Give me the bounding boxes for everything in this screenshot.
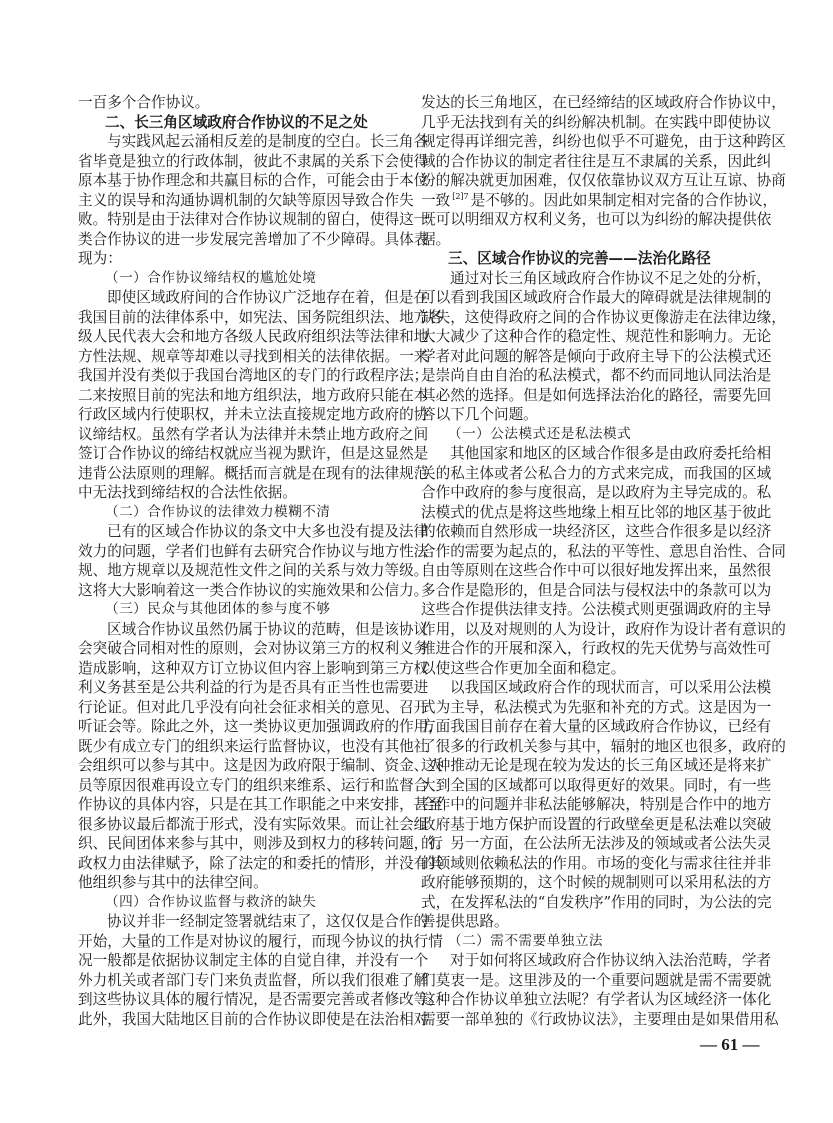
text-line: 员等原因很难再设立专门的组织来维系、运行和监督合 (78, 776, 429, 794)
text-line: 规、地方规章以及规范性文件之间的关系与效力等级。 (78, 562, 429, 579)
paragraph (421, 93, 786, 249)
text-line: 式为主导，私法模式为先驱和补充的方式。这是因为一 (421, 698, 772, 716)
text-line: 方性法规、规章等却难以寻找到相关的法律依据。一来 (78, 347, 429, 365)
text-line: （二）需不需要单独立法 (448, 932, 604, 949)
text-line: 协议并非一经制定签署就结束了，这仅仅是合作的 (107, 913, 429, 930)
text-line: 自由等原则在这些合作中可以很好地发挥出来，虽然很 (421, 562, 772, 579)
paragraph (78, 620, 443, 893)
paragraph (421, 444, 786, 678)
text-line: 与实践风起云涌相反差的是制度的空白。长三角各 (107, 133, 429, 150)
text-line: 政权力由法律赋予，除了法定的和委托的情形，并没有其 (78, 854, 443, 872)
text-line: 听证会等。除此之外，这一类协议更加强调政府的作用， (78, 718, 443, 735)
text-line: 推进合作的开展和深入，行政权的先天优势与高效性可 (421, 640, 772, 657)
text-line: 中无法找到缔结权的合法性依据。 (78, 484, 297, 501)
text-line: 政府能够预期的，这个时候的规制则可以采用私法的方 (421, 874, 772, 891)
text-line: 大到全国的区域都可以取得更好的效果。同时，有一些 (421, 776, 772, 794)
text-line: 已有的区域合作协议的条文中大多也没有提及法律 (107, 523, 429, 540)
text-line: 大大减少了这种合作的稳定性、规范性和影响力。无论 (421, 328, 772, 345)
text-line: 开始，大量的工作是对协议的履行，而现今协议的执行情 (78, 932, 443, 950)
text-line: 据。 (421, 230, 451, 248)
text-line: （三）民众与其他团体的参与度不够 (105, 601, 331, 617)
text-line: 关的私主体或者公私合力的方式来完成，而我国的区域 (421, 464, 772, 482)
paragraph (78, 132, 429, 269)
text-line: 学者对此问题的解答是倾向于政府主导下的公法模式还 (421, 347, 772, 365)
text-line: 作协议的具体内容，只是在其工作职能之中来安排，甚至 (78, 796, 443, 813)
text-line: 其他国家和地区的区域合作很多是由政府委托给相 (450, 445, 772, 462)
text-line: 规定得再详细完善，纠纷也似乎不可避免，由于这种跨区 (421, 133, 786, 150)
text-line: （一）公法模式还是私法模式 (448, 425, 632, 442)
text-line: （一）合作协议缔结权的尴尬处境 (105, 269, 317, 286)
text-line: 议缔结权。虽然有学者认为法律并未禁止地方政府之间 (78, 425, 429, 443)
text-line: 效力的问题，学者们也鲜有去研究合作协议与地方性法 (78, 542, 429, 560)
text-line: 违背公法原则的理解。概括而言就是在现有的法律规范 (78, 464, 429, 482)
text-line: 善提供思路。 (421, 913, 509, 930)
text-line: 法模式的优点是将这些地缘上相互比邻的地区基于彼此 (421, 503, 772, 521)
text-line: 可以看到我国区域政府合作最大的障碍就是法律规制的 (421, 289, 772, 306)
subsection-heading (78, 893, 411, 913)
text-line: 了很多的行政机关参与其中，辐射的地区也很多，政府的 (421, 737, 786, 755)
text-line: 式，在发挥私法的“自发秩序”作用的同时，为公法的完 (421, 893, 772, 911)
subsection-heading (421, 932, 756, 952)
text-fragment: 一致 (421, 191, 451, 209)
text-line: 政府基于地方保护而设置的行政壁垒更是私法难以突破 (421, 815, 772, 833)
text-line: 原本基于协作理念和共赢目标的合作，可能会由于本位 (78, 172, 429, 189)
section-heading (421, 249, 756, 269)
text-line: 既少有成立专门的组织来运行监督协议，也没有其他社 (78, 737, 429, 755)
text-line: 对于如何将区域政府合作协议纳入法治范畴，学者 (450, 952, 772, 969)
text-line: 以使这些合作更加全面和稳定。 (421, 659, 626, 677)
paragraph (421, 678, 786, 932)
paragraph (78, 288, 443, 503)
text-line: 其必然的选择。但是如何选择法治化的路径，需要先回 (421, 386, 772, 404)
paragraph (421, 951, 779, 1029)
text-line: 行政区域内行使职权，并未立法直接规定地方政府的协 (78, 406, 429, 423)
text-line: 二来按照目前的宪法和地方组织法，地方政府只能在本 (78, 386, 429, 404)
text-line: 需要一部单独的《行政协议法》，主要理由是如果借用私 (421, 1010, 779, 1028)
text-line: 级人民代表大会和地方各级人民政府组织法等法律和地 (78, 328, 429, 345)
text-line: 既可以明细双方权利义务，也可以为纠纷的解决提供依 (421, 211, 772, 228)
text-line: 到这些协议具体的履行情况，是否需要完善或者修改等。 (78, 991, 443, 1008)
text-line: （四）合作协议监督与救济的缺失 (105, 893, 317, 910)
text-line: 现为： (78, 250, 122, 267)
text-line: 发达的长三角地区，在已经缔结的区域政府合作协议中， (421, 94, 786, 111)
text-line: 以我国区域政府合作的现状而言，可以采用公法模 (450, 679, 772, 696)
text-line: 签订合作协议的缔结权就应当视为默许，但是这显然是 (78, 445, 429, 462)
text-line: 缺失，这使得政府之间的合作协议更像游走在法律边缘， (421, 308, 786, 326)
text-line: 合作中的问题并非私法能够解决，特别是合作中的地方 (421, 796, 772, 813)
subsection-heading (78, 269, 411, 289)
text-line: 作用，以及对规则的人为设计，政府作为设计者有意识的 (421, 620, 786, 638)
text-line: 织、民间团体来参与其中，则涉及到权力的移转问题，行 (78, 835, 443, 852)
section-heading (78, 113, 411, 133)
subsection-heading (421, 425, 756, 445)
text-line: 会突破合同相对性的原则，会对协议第三方的权利义务 (78, 640, 429, 657)
subsection-heading (78, 503, 411, 523)
right-column (421, 93, 786, 1029)
text-line: 是崇尚自由自治的私法模式，都不约而同地认同法治是 (421, 367, 772, 384)
paragraph (78, 522, 429, 600)
text-line: 很多协议最后都流于形式，没有实际效果。而让社会组 (78, 815, 429, 833)
text-fragment: 是不够的。因此如果制定相对完备的合作协议， (470, 191, 778, 209)
text-line: 通过对长三角区域政府合作协议不足之处的分析， (450, 269, 772, 287)
text-line: 纷的解决就更加困难，仅仅依靠协议双方互让互谅、协商 (421, 172, 786, 189)
text-line: 造成影响，这种双方订立协议但内容上影响到第三方权 (78, 659, 429, 677)
text-line: 即使区域政府间的合作协议广泛地存在着，但是在 (107, 289, 429, 306)
text-line: 利义务甚至是公共利益的行为是否具有正当性也需要进 (78, 679, 429, 696)
text-line: 败。特别是由于法律对合作协议规制的留白，使得这一 (78, 211, 429, 228)
text-line: 二、长三角区域政府合作协议的不足之处 (105, 113, 368, 131)
text-line: 这种合作协议单独立法呢？有学者认为区域经济一体化 (421, 991, 772, 1008)
text-line: 区域合作协议虽然仍属于协议的范畴，但是该协议 (107, 620, 429, 638)
text-line: （二）合作协议的法律效力模糊不清 (105, 503, 331, 520)
subsection-heading (78, 600, 411, 620)
text-line: 这种推动无论是现在较为发达的长三角区域还是将来扩 (421, 757, 772, 774)
text-line: 几乎无法找到有关的纠纷解决机制。在实践中即使协议 (421, 113, 772, 131)
paragraph (78, 912, 443, 1029)
text-line: 们莫衷一是。这里涉及的一个重要问题就是需不需要就 (421, 971, 772, 989)
citation-reference: [2]7 (452, 191, 469, 201)
text-line: 三、区域合作协议的完善——法治化路径 (448, 250, 711, 267)
text-line: 答以下几个问题。 (421, 406, 538, 423)
text-line: 这将大大影响着这一类合作协议的实施效果和公信力。 (78, 581, 429, 599)
text-line: 此外，我国大陆地区目前的合作协议即使是在法治相对 (78, 1010, 429, 1028)
text-line (421, 191, 778, 211)
text-line: 况一般都是依据协议制定主体的自觉自律，并没有一个 (78, 952, 429, 969)
text-line: 我国目前的法律体系中，如宪法、国务院组织法、地方各 (78, 308, 443, 326)
text-line: 合作中政府的参与度很高，是以政府为主导完成的。私 (421, 484, 772, 501)
text-line: 的。另一方面，在公法所无法涉及的领域或者公法失灵 (421, 835, 772, 852)
text-line: 一百多个合作协议。 (78, 94, 210, 111)
text-line: 多合作是隐形的，但是合同法与侵权法中的条款可以为 (421, 581, 772, 599)
text-line: 会组织可以参与其中。这是因为政府限于编制、资金、人 (78, 757, 443, 774)
text-line: 我国并没有类似于我国台湾地区的专门的行政程序法； (78, 367, 429, 384)
text-line: 域的合作协议的制定者往往是互不隶属的关系，因此纠 (421, 152, 772, 170)
text-line: 方面我国目前存在着大量的区域政府合作协议，已经有 (421, 718, 772, 735)
text-line: 这些合作提供法律支持。公法模式则更强调政府的主导 (421, 601, 772, 618)
text-line: 类合作协议的进一步发展完善增加了不少障碍。具体表 (78, 230, 429, 248)
text-line: 他组织参与其中的法律空间。 (78, 874, 268, 891)
paragraph (421, 269, 786, 425)
page-number: — 61 — (700, 1035, 760, 1054)
text-line: 行论证。但对此几乎没有向社会征求相关的意见、召开 (78, 698, 429, 716)
text-line: 主义的误导和沟通协调机制的欠缺等原因导致合作失 (78, 191, 414, 209)
text-line: 的领域则依赖私法的作用。市场的变化与需求往往并非 (421, 854, 772, 872)
text-line: 外力机关或者部门专门来负责监督，所以我们很难了解 (78, 971, 429, 989)
text-line: 的依赖而自然形成一块经济区，这些合作很多是以经济 (421, 523, 772, 540)
text-line: 合作的需要为起点的，私法的平等性、意思自治性、合同 (421, 542, 786, 560)
text-line: 省毕竟是独立的行政体制，彼此不隶属的关系下会使得 (78, 152, 429, 170)
paragraph (78, 93, 411, 113)
